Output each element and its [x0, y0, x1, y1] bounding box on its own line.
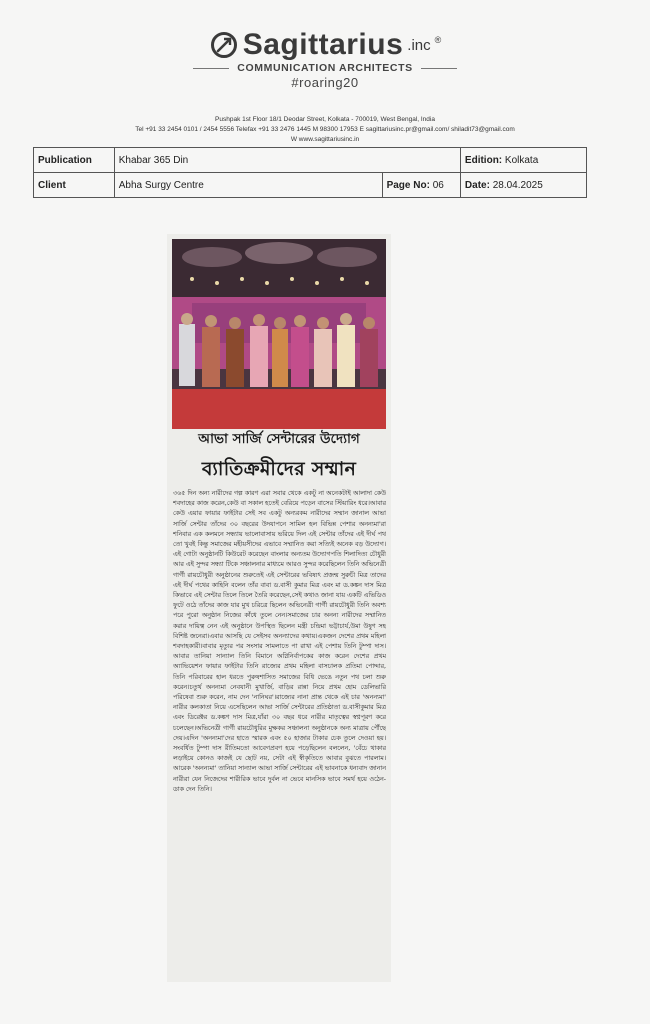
edition-value: Kolkata: [504, 154, 539, 166]
hashtag: #roaring20: [291, 75, 359, 90]
edition-label: Edition:: [464, 154, 503, 166]
page-label: Page No:: [386, 179, 430, 191]
clipping-info-table: [33, 147, 587, 198]
sagittarius-logo-icon: [209, 30, 239, 60]
article-body-text: ৩৬৫ দিন অন্য নারীদের গল্প কারণ এরা সবার থেকে একটু না অনেকটাই আলাদা কেউ শবদাহের কাজ করেন,কেউ বা সকাল হতেই বেরিয়ে পড়েন বাসের স্টিয়ারিং ধরে।আবার কেউ এয়ার ফায়ার ফাইটার সেই সব একটু অন্যরকম নারীদের সম্মান জানাল আভা সার্জি সেন্টার তাঁদের ৩০ বছরের উদযাপনে সামিল হল বিভিন্ন পেশার অনন্যমা'রা শনিবার এক কলমনে সন্ধ্যায় ভালোবাসায় ভরিয়ে দিল এই সেন্টার তাঁদের এই দীর্ঘ পথ তো খুবই কিন্তু সমাজের মহীয়সীদের এভাবে সম্মানিত করা সত্যিই অনেক বড় উদ্যোগ।এই গোটা অনুষ্ঠানটি কিউরেট করেছেন বাংলার অন্যতম উদ্যোগপতি শিলাদিত্য চৌধুরী আর এই সুন্দর সন্ধ্যা টিকে সঞ্চালনার মাধ্যমে আরও সুন্দর করেছিলেন তিনি অভিনেত্রী গার্গী রায়চৌধুরী অনুষ্ঠানের শুরুতেই এই সেন্টারের ভবিষ্যৎ প্রজন্ম সুরুচী মিত্র তাদের এই দীর্ঘ পথের কাহিনি বলেন তাঁর বাবা ড.বাসী কুমার মিত্র এবং মা ড.কঙ্কন দাস মিত্র কিভাবে এই সেন্টার তিলে তিলে তৈরি করেছেন,সেই কথাও জানা যায় একটি এভিডিও ফুটে ওঠে তাঁদের কাজ যার মুখ চরিত্রে ছিলেন অভিনেত্রী গার্গী রায়চৌধুরী তিনি অবশ্য পরে পুরো অনুষ্ঠান নিজের কাঁধে তুলে নেন।সমাজের চার অনন্য নারীদের সম্মানিত করার দায়িত্ব নেন এই অনুষ্ঠানে উপস্থিত ছিলেন মন্ত্রী চন্দ্রিমা ভট্টাচার্য,উমা উষুণ সহ বিশিষ্ট জনেরা।এবার আসছি যে সেইসব অনন্যাদের কথায়।একজন দেশের প্রথম মহিলা শবদাহকারী।বাবার মৃত্যুর পর সংসার সামলাতে পা রাখা এই পেশায় তিনি টুম্পা দাস।আবার তানিয়া সান্যাল তিনি বিমানে অগ্নিনির্বাপকের কাজ করেন দেশের প্রথম অ্যাভিয়েশন ফায়ার ফাইটার তিনি রাজ্যের প্রথম মহিলা বাসচালক প্রতিমা পোদ্দার, তিনি পরিবারের হাল ধরতে পুরুষশাসিত সমাজের বিধি ভেঙে নতুন পথ চলা শুরু করেন।চতুর্থ অনন্যমা নেবযানী মুখার্জি, বাড়ির রান্না নিয়ে প্রথম হোম ডেলিভারি পরিষেবা শুরু করেন, নাম দেন 'নানিঘর'।রাজ্যের নানা প্রান্ত থেকে এই চার 'অনন্যমা' নারীর কলকাতা নিয়ে এসেছিলেন আভা সার্জি সেন্টারের প্রতিষ্ঠাতা ড.বাসীকুমার মিত্র এবং ডিরেক্টর ড.কঙ্কণ দাস মিত্র,যাঁরা ৩০ বছর ধরে নারীর মাতৃত্বের স্বপ্নপূরণ করে চলেছেন।অভিনেত্রী গার্গী রায়চৌধুরির মুক্ষকর সঞ্চালনা অনুষ্ঠানকে অন্য মাত্রায় পৌঁছে দেয়।এদিন 'অনন্যমা'দের হাতে স্মারক এবং ৫০ হাজার টাকার চেক তুলে দেওয়া হয়।সংবর্ধিত টুম্পা দাস রীতিমতো আবেগপ্রবণ হয়ে পড়েছিলেন বললেন, 'বেঁচে থাকার লড়াইয়ে কোনও কাজই যে ছোট নয়, সেটা এই স্বীকৃতিতে আবার বুঝতে পারলাম।আরেক 'অনন্যমা' তানিয়া সান্যাল আভা সার্জি সেন্টারের এই ভাবনাকে ধন্যবাদ জানান নারীরা যেন নিজেদের শারীরিক ভাবে দুর্বল না ভেবে মানসিক ভাবে সমর্থ হয়ে ওঠেন- ডাক দেন তিনি।: [173, 490, 386, 793]
agency-address: Pushpak 1st Floor 18/1 Deodar Street, Kolkata - 700019, West Bengal, India: [215, 116, 435, 123]
tagline-rule-right: [421, 68, 457, 69]
page-cell: [382, 173, 460, 198]
edition-cell: [460, 148, 586, 173]
article-body: [173, 489, 386, 979]
brand-suffix: .inc: [407, 36, 431, 54]
brand-name: Sagittarius: [242, 28, 404, 61]
tagline: COMMUNICATION ARCHITECTS: [237, 62, 413, 74]
headline-kicker: আভা সার্জি সেন্টারের উদ্যোগ: [198, 431, 360, 447]
agency-phones: Tel +91 33 2454 0101 / 2454 5556 Telefax +91 33 2476 1445 M 98300 17953 E sagittariusinc.pr@gmail.com/ shiladit73@gmail.com: [135, 126, 515, 133]
date-label: Date:: [464, 179, 490, 191]
page-value: 06: [432, 179, 444, 191]
trademark-mark: ®: [434, 35, 442, 45]
date-cell: [460, 173, 586, 198]
info-row-publication: [34, 148, 587, 173]
info-row-client: [34, 173, 587, 198]
tagline-row: [0, 62, 650, 74]
client-value: Abha Surgy Centre: [114, 173, 382, 198]
tagline-rule-left: [193, 68, 229, 69]
publication-value: Khabar 365 Din: [114, 148, 460, 173]
client-label: Client: [34, 173, 115, 198]
publication-label: Publication: [34, 148, 115, 173]
date-value: 28.04.2025: [492, 179, 543, 191]
agency-header: [0, 28, 650, 90]
brand-logo: [0, 28, 650, 62]
event-photo: [172, 239, 386, 429]
headline-main: ব্যাতিক্রমীদের সম্মান: [201, 458, 357, 480]
newspaper-clipping: [167, 234, 391, 982]
agency-website: W www.sagittariusinc.in: [290, 136, 360, 143]
